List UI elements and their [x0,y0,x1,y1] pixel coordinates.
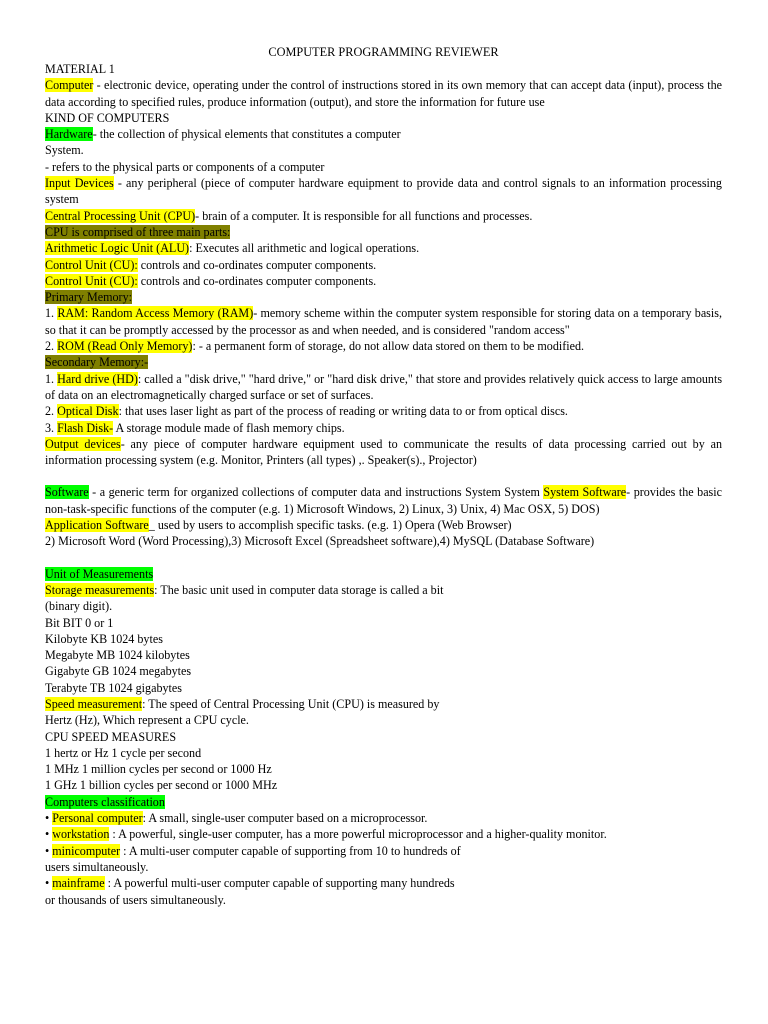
storage-line: Gigabyte GB 1024 megabytes [45,664,192,679]
optical-disk-definition [45,403,722,419]
output-devices-definition [45,436,722,469]
cpu-parts-heading [45,224,722,240]
primary-memory-heading [45,289,722,305]
bullet: • [45,843,53,858]
definition-text: : The speed of Central Processing Unit (CPU) is measured by [142,696,440,711]
application-software-line-2: 2) Microsoft Word (Word Processing),3) Microsoft Excel (Spreadsheet software),4) MySQL (Database Software) [45,534,595,549]
speed-definition [45,696,722,712]
definition-text: - any piece of computer hardware equipment used to communicate the results of data processing carried out by an information processing system (e.g. Monitor, Printers (all types) ,. Speaker(s)., Projector) [45,436,722,468]
storage-definition [45,582,722,598]
term-hard-drive: Hard drive (HD) [57,371,138,386]
units-label: Unit of Measurements [45,566,154,581]
term-alu: Arithmetic Logic Unit (ALU) [45,241,190,256]
ram-definition [45,305,722,338]
kinds-heading: KIND OF COMPUTERS [45,110,170,125]
term-optical-disk: Optical Disk [57,404,119,419]
secondary-memory-label: Secondary Memory:- [45,355,149,370]
definition-text: - memory scheme within the computer system responsible for storing data on a temporary basis, so that it can be promptly accessed by the processor as and when needed, and is considered "random access" [45,306,722,337]
input-devices-definition [45,175,722,208]
definition-text: - electronic device, operating under the control of instructions stored in its own memory that can accept data (input), process the data according to specified rules, produce information (output), and store the information for future use [45,78,722,109]
document-title: COMPUTER PROGRAMMING REVIEWER [268,45,499,59]
software-definition [45,484,722,517]
cu-definition-2 [45,273,722,289]
cpu-parts-label: CPU is comprised of three main parts: [45,224,231,239]
term-storage-measurements: Storage measurements [45,582,155,597]
definition-text: - the collection of physical elements that constitutes a computer [92,127,401,142]
storage-line: Terabyte TB 1024 gigabytes [45,680,182,695]
units-heading [45,566,722,582]
term-hardware: Hardware [45,127,93,142]
classification-item-continuation: or thousands of users simultaneously. [45,892,226,907]
item-number: 3. [45,420,58,435]
hardware-line-3: - refers to the physical parts or components of a computer [45,159,325,174]
definition-text: - brain of a computer. It is responsible for all functions and processes. [195,208,533,223]
term-output-devices: Output devices [45,436,121,451]
definition-text: - provides the basic non-task-specific functions of the computer (e.g. 1) Microsoft Windows, 2) Linux, 3) Unix, 4) Mac OSX, 5) DOS) [45,485,722,516]
term-flash-disk: Flash Disk- [57,420,114,435]
material-heading: MATERIAL 1 [45,62,115,76]
item-number: 1. [45,306,58,321]
definition-text: : - a permanent form of storage, do not allow data stored on them to be modified. [192,339,585,354]
term-computer: Computer [45,78,94,93]
flash-disk-definition [45,420,722,436]
speed-line: CPU SPEED MEASURES [45,729,177,744]
classification-label: Computers classification [45,794,165,809]
classification-item [45,826,722,842]
item-number: 2. [45,404,58,419]
rom-definition [45,338,722,354]
definition-text: : Executes all arithmetic and logical operations. [189,241,420,256]
definition-text: : A small, single-user computer based on a microprocessor. [142,811,428,826]
definition-text: : A powerful multi-user computer capable of supporting many hundreds [104,876,455,891]
hard-drive-definition [45,371,722,404]
definition-text: : The basic unit used in computer data storage is called a bit [154,582,444,597]
term-workstation: workstation [52,827,110,842]
definition-text: - any peripheral (piece of computer hardware equipment to provide data and control signals to an information processing system [45,176,722,207]
term-cu: Control Unit (CU): [45,273,138,288]
speed-line: Hertz (Hz), Which represent a CPU cycle. [45,713,249,728]
speed-line: 1 GHz 1 billion cycles per second or 1000 MHz [45,778,278,793]
classification-item [45,875,722,891]
alu-definition [45,240,722,256]
term-personal-computer: Personal computer [52,811,143,826]
term-software: Software [45,485,89,500]
classification-item-continuation: users simultaneously. [45,859,149,874]
definition-text: : called a "disk drive," "hard drive," or "hard disk drive," that store and provides relatively quick access to large amounts of data on an electromagnetically charged surface or set of surfaces. [45,371,723,402]
definition-text: A storage module made of flash memory chips. [113,420,345,435]
definition-text: - a generic term for organized collections of computer data and instructions System System [88,485,544,500]
definition-text: _ used by users to accomplish specific tasks. (e.g. 1) Opera (Web Browser) [148,518,512,533]
item-number: 1. [45,371,58,386]
classification-item [45,843,722,859]
term-cu: Control Unit (CU): [45,257,138,272]
term-input-devices: Input Devices [45,176,114,191]
item-number: 2. [45,339,58,354]
bullet: • [45,811,53,826]
storage-line: Kilobyte KB 1024 bytes [45,631,163,646]
definition-text: : that uses laser light as part of the process of reading or writing data to or from optical discs. [118,404,568,419]
definition-text: controls and co-ordinates computer components. [137,273,377,288]
paragraph-gap [45,468,722,484]
application-software-definition [45,517,722,533]
term-speed-measurement: Speed measurement [45,696,143,711]
term-rom: ROM (Read Only Memory) [57,339,193,354]
bullet: • [45,876,53,891]
speed-line: 1 hertz or Hz 1 cycle per second [45,745,202,760]
definition-text: controls and co-ordinates computer components. [137,257,377,272]
term-ram: RAM: Random Access Memory (RAM) [57,306,254,321]
bullet: • [45,827,53,842]
primary-memory-label: Primary Memory: [45,290,132,305]
storage-line: Megabyte MB 1024 kilobytes [45,648,190,663]
speed-line: 1 MHz 1 million cycles per second or 1000 Hz [45,762,272,777]
cu-definition-1 [45,257,722,273]
secondary-memory-heading [45,354,722,370]
term-system-software: System Software [543,485,627,500]
cpu-definition [45,208,722,224]
definition-text: : A multi-user computer capable of supporting from 10 to hundreds of [120,843,461,858]
storage-line: (binary digit). [45,599,113,614]
hardware-line-2: System. [45,143,84,158]
paragraph-gap [45,550,722,566]
computer-definition [45,77,722,110]
classification-item [45,810,722,826]
storage-line: Bit BIT 0 or 1 [45,615,114,630]
term-minicomputer: minicomputer [52,843,121,858]
definition-text: : A powerful, single-user computer, has a more powerful microprocessor and a higher-quality monitor. [109,827,607,842]
hardware-definition [45,126,722,142]
term-mainframe: mainframe [52,876,105,891]
term-application-software: Application Software [45,518,149,533]
classification-heading [45,794,722,810]
term-cpu: Central Processing Unit (CPU) [45,208,196,223]
